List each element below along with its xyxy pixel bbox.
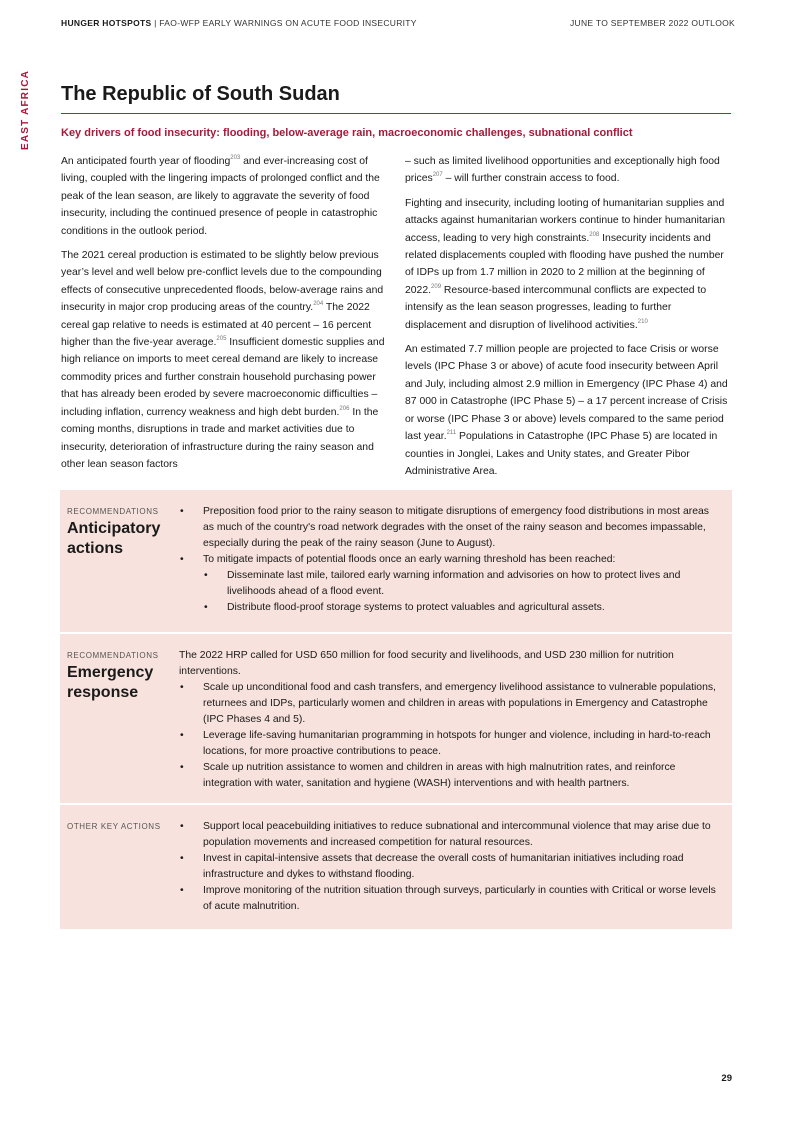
emergency-response-list	[179, 648, 719, 792]
other-key-actions-label: OTHER KEY ACTIONS	[67, 822, 161, 831]
other-key-actions-list	[179, 819, 719, 915]
emergency-intro: The 2022 HRP called for USD 650 million for food security and livelihoods, and USD 230 million for nutrition interventions.	[179, 650, 674, 677]
anticipatory-actions-title: Anticipatory actions	[67, 520, 161, 557]
list-item: • To mitigate impacts of potential floods once an early warning threshold has been reached: • Disseminate last mile, tailored early warning information and advisories on how to protect lives and livelihoods ahead of a flood event. • Distribute flood-proof storage systems to protect valuables and agricultural assets.	[179, 552, 719, 616]
sub-list-item: • Distribute flood-proof storage systems to protect valuables and agricultural assets.	[203, 600, 719, 616]
page-number: 29	[721, 1073, 732, 1084]
anticipatory-actions-list	[179, 504, 719, 616]
body-paragraph: – such as limited livelihood opportunities and exceptionally high food prices$^{207}$ – will further constrain access to food.	[405, 156, 720, 185]
body-paragraph: An estimated 7.7 million people are projected to face Crisis or worse levels (IPC Phase 3 or above) of acute food insecurity between April and July, including almost 2.9 million in Emergency (IPC Phase 4) and 87 000 in Catastrophe (IPC Phase 5) – a 17 percent increase of Crisis or worse (IPC Phase 3 or above) levels compared to the same period last year.$^{211}$ Populations in Catastrophe (IPC Phase 5) are located in counties in Jonglei, Lakes and Unity states, and Greater Pibor Administrative Area.	[405, 344, 728, 477]
emergency-response-title: Emergency response	[67, 664, 154, 701]
publication-subtitle: | FAO-WFP EARLY WARNINGS ON ACUTE FOOD INSECURITY	[151, 18, 417, 28]
region-side-label: EAST AFRICA	[20, 69, 31, 150]
key-drivers-subtitle: Key drivers of food insecurity: flooding, below-average rain, macroeconomic challenges, subnational conflict	[61, 127, 633, 139]
footnote-ref: 209	[431, 283, 442, 290]
publication-title: HUNGER HOTSPOTS	[61, 18, 152, 28]
body-paragraph: The 2021 cereal production is estimated to be slightly below previous year’s level and well below pre-conflict levels due to the compounding effects of consecutive unprecedented floods, below-average rains and insecurity in major crop producing areas of the country.$^{204}$ The 2022 cereal gap relative to needs is estimated at 40 percent – 16 percent higher than the five-year average.$^{205}$ Insufficient domestic supplies and high reliance on imports to meet cereal demand are likely to increase commodity prices and further constrain household purchasing power that has already been eroded by severe macroeconomic difficulties – including inflation, currency weakness and high debt burden.$^{206}$ In the coming months, disruptions in trade and market activities due to insecurity, deterioration of infrastructure during the rainy season and other lean season factors	[61, 250, 385, 470]
running-header-right: JUNE TO SEPTEMBER 2022 OUTLOOK	[569, 18, 735, 28]
body-column-right	[405, 153, 732, 487]
recommendations-label: RECOMMENDATIONS	[67, 507, 159, 516]
list-item: • Invest in capital-intensive assets that decrease the overall costs of humanitarian initiatives including road infrastructure and dykes to withstand flooding.	[179, 851, 719, 883]
footnote-ref: 211	[446, 430, 457, 437]
other-key-actions-box	[60, 805, 732, 929]
list-item: • Improve monitoring of the nutrition situation through surveys, particularly in counties with Critical or worse levels of acute malnutrition.	[179, 883, 719, 915]
footnote-ref: 206	[339, 405, 350, 412]
footnote-ref: 210	[637, 318, 648, 325]
footnote-ref: 205	[216, 336, 227, 343]
emergency-response-box	[60, 634, 732, 803]
footnote-ref: 207	[432, 172, 443, 179]
running-header-left	[61, 18, 417, 28]
list-item: • Support local peacebuilding initiatives to reduce subnational and intercommunal violence that may arise due to population movements and increased competition for natural resources.	[179, 819, 719, 851]
list-item: • Scale up unconditional food and cash transfers, and emergency livelihood assistance to vulnerable populations, returnees and IDPs, particularly women and children in areas with populations in Emergency and Catastrophe (IPC Phases 4 and 5).	[179, 680, 719, 728]
anticipatory-actions-box	[60, 490, 732, 632]
page-title: The Republic of South Sudan	[61, 83, 340, 105]
footnote-ref: 204	[313, 301, 324, 308]
list-item: • Preposition food prior to the rainy season to mitigate disruptions of emergency food distributions in most areas as much of the country's road network degrades with the onset of the rainy season and becomes impassable, especially during the peak of the rainy season (June to August).	[179, 504, 719, 552]
recommendations-label: RECOMMENDATIONS	[67, 651, 159, 660]
footnote-ref: 203	[230, 155, 241, 161]
sub-list-item: • Disseminate last mile, tailored early warning information and advisories on how to protect lives and livelihoods ahead of a flood event.	[203, 568, 719, 600]
body-column-left	[61, 153, 388, 480]
body-paragraph: An anticipated fourth year of flooding$^{203}$ and ever-increasing cost of living, coupled with the lingering impacts of prolonged conflict and the peak of the lean season, are likely to aggravate the severity of food insecurity, including the continued presence of people in catastrophic conditions in the outlook period.	[61, 155, 380, 237]
body-paragraph: Fighting and insecurity, including looting of humanitarian supplies and attacks against humanitarian workers continue to hinder humanitarian access, leading to very high constraints.$^{208}$ Insecurity incidents and related displacements coupled with flooding have pushed the number of IDPs up from 1.7 million in 2020 to 2 million at the beginning of 2022.$^{209}$ Resource-based intercommunal conflicts are expected to intensify as the lean season progresses, leading to further displacement and disruption of livelihood activities.$^{210}$	[405, 197, 725, 331]
list-item: • Leverage life-saving humanitarian programming in hotspots for hunger and violence, including in hard-to-reach locations, for more proactive contributions to peace.	[179, 728, 719, 760]
list-item: • Scale up nutrition assistance to women and children in areas with high malnutrition rates, and reinforce integration with water, sanitation and hygiene (WASH) interventions and with health partners.	[179, 760, 719, 792]
title-divider	[61, 113, 731, 114]
footnote-ref: 208	[589, 231, 600, 238]
